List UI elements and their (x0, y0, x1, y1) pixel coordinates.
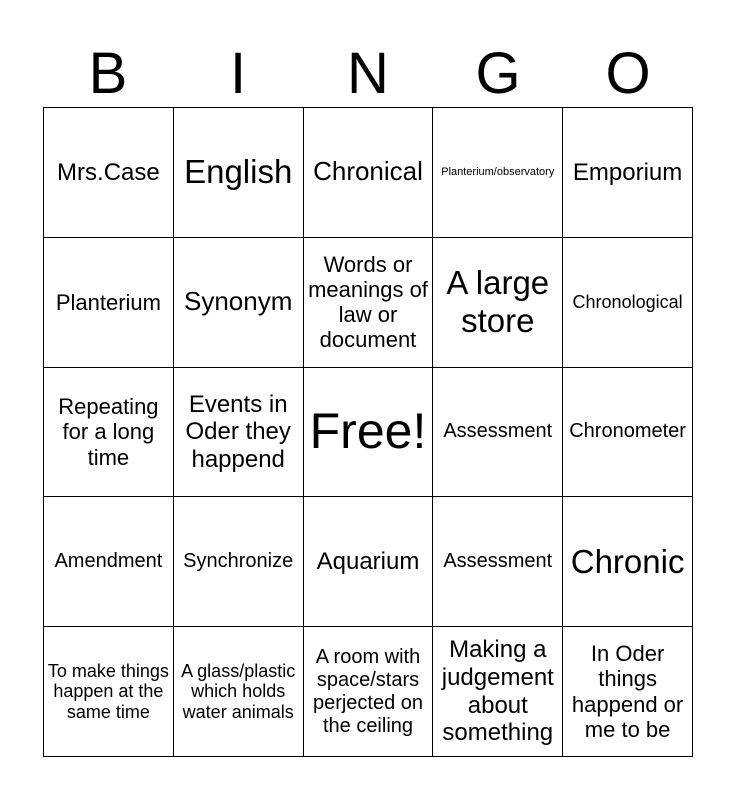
bingo-cell-r1c3[interactable]: Chronical (304, 108, 434, 238)
bingo-cell-r3c2[interactable]: Events in Oder they happend (174, 368, 304, 498)
bingo-cell-r3c4[interactable]: Assessment (433, 368, 563, 498)
bingo-cell-r3c1[interactable]: Repeating for a long time (44, 368, 174, 498)
header-letter-i: I (229, 41, 247, 106)
bingo-cell-r2c3[interactable]: Words or meanings of law or document (304, 238, 434, 368)
bingo-cell-r4c5[interactable]: Chronic (563, 497, 693, 627)
bingo-cell-r1c5[interactable]: Emporium (563, 108, 693, 238)
bingo-cell-r5c4[interactable]: Making a judgement about something (433, 627, 563, 757)
bingo-cell-r1c4[interactable]: Planterium/observatory (433, 108, 563, 238)
bingo-cell-r2c1[interactable]: Planterium (44, 238, 174, 368)
bingo-cell-r4c2[interactable]: Synchronize (174, 497, 304, 627)
header-letter-b: B (88, 41, 128, 106)
bingo-cell-r2c5[interactable]: Chronological (563, 238, 693, 368)
bingo-board (43, 107, 693, 757)
bingo-cell-r3c5[interactable]: Chronometer (563, 368, 693, 498)
bingo-cell-r2c2[interactable]: Synonym (174, 238, 304, 368)
bingo-cell-r4c4[interactable]: Assessment (433, 497, 563, 627)
header-letter-n: N (347, 41, 389, 106)
bingo-cell-r5c3[interactable]: A room with space/stars perjected on the ceiling (304, 627, 434, 757)
bingo-cell-free[interactable]: Free! (304, 368, 434, 498)
bingo-cell-r5c5[interactable]: In Oder things happend or me to be (563, 627, 693, 757)
bingo-cell-r2c4[interactable]: A large store (433, 238, 563, 368)
bingo-cell-r1c2[interactable]: English (174, 108, 304, 238)
header-letter-o: O (605, 41, 651, 106)
bingo-cell-r1c1[interactable]: Mrs.Case (44, 108, 174, 238)
bingo-cell-r4c1[interactable]: Amendment (44, 497, 174, 627)
bingo-cell-r5c2[interactable]: A glass/plastic which holds water animals (174, 627, 304, 757)
bingo-cell-r4c3[interactable]: Aquarium (304, 497, 434, 627)
bingo-header (43, 40, 693, 108)
bingo-cell-r5c1[interactable]: To make things happen at the same time (44, 627, 174, 757)
header-letter-g: G (475, 41, 521, 106)
